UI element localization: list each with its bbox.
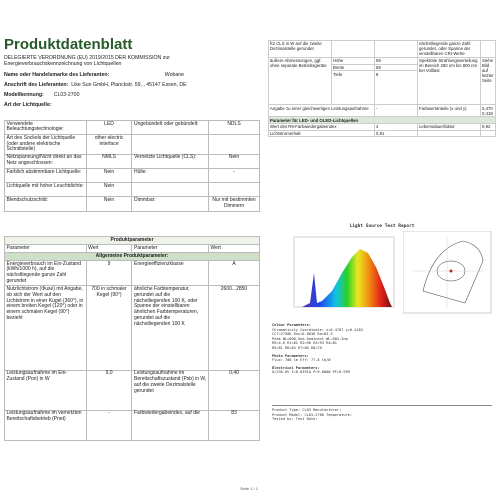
color-header: Colour Parameters: <box>272 323 311 327</box>
param-cell-c: ähnliche Farbtemperatur, gerundet auf die nächstliegenden 100 K, oder Spanne der einstellbaren ähnlichen Farbtemperaturen, gerundet auf die nächstliegenden 100 K <box>132 286 209 370</box>
type-cell-d: - <box>208 168 259 182</box>
photo-header: Photo Parameters: <box>272 353 309 358</box>
type-table <box>4 120 260 212</box>
param-table <box>4 236 260 441</box>
param-cell-a: Leistungsaufnahme im Ein-Zustand (Pon) in W <box>5 370 87 410</box>
type-row <box>5 121 260 135</box>
report-line: U=230.0V I=0.0391A P=9.000W PF=0.999 <box>272 370 350 375</box>
maintenance-value: 0,91 <box>375 130 418 137</box>
param-cell-a: Energieverbrauch im Ein-Zustand (kWh/1000 h), auf die nächstliegende ganze Zahl gerundet <box>5 260 87 285</box>
type-cell-a: Blendschutzschild: <box>5 197 87 211</box>
type-cell-b: Nein <box>86 197 132 211</box>
col-wert-2: Wert <box>208 244 259 252</box>
param-cell-b: 9 <box>86 260 132 285</box>
type-row <box>5 183 260 197</box>
col-param-1: Parameter <box>5 244 87 252</box>
doc-title: Produktdatenblatt <box>4 36 133 53</box>
type-cell-a: Netzspannung/Nicht direkt an das Netz angeschlossen: <box>5 154 87 168</box>
report-line: Flux: 700 lm Eff: 77.8 lm/W <box>272 358 331 363</box>
doc-intro: DELEGIERTE VERORDNUNG (EU) 2019/2015 DER KOMMISSION zur Energieverbrauchskennzeichnung von Lichtquellen <box>4 55 170 68</box>
param-cell-b: - <box>86 410 132 440</box>
depth-value: 8 <box>375 71 418 105</box>
supplier-info <box>4 72 259 108</box>
model-label: Modellkennung: <box>4 92 44 99</box>
r9-label: Wert des R9-Farbwiedergabeindex <box>269 123 375 130</box>
param-row <box>5 260 260 285</box>
param-cell-d: 2600...2850 <box>208 286 259 370</box>
type-cell-d <box>208 135 259 155</box>
type-cell-c: Hülle: <box>132 168 209 182</box>
type-cell-b: other electric interface <box>86 135 132 155</box>
maintenance-label: Lichtstromerhalt <box>269 130 375 137</box>
brand-value: Wobane <box>164 72 184 78</box>
type-cell-a: Verwendete Beleuchtungstechnologie: <box>5 121 87 135</box>
lifetime-label: Lebensdauerfaktor <box>418 123 481 130</box>
page-footer: Seite 1 / 1 <box>240 486 259 491</box>
param-cell-d: 0,40 <box>208 370 259 410</box>
width-label: Breite <box>332 64 375 71</box>
type-row <box>5 197 260 211</box>
param-row <box>5 370 260 410</box>
report-line: CCT=2750K Duv=0.0036 Ra=83.3 <box>272 332 333 337</box>
outer-dimensions-label: äußere Abmessungen, ggf. ohne separate Betriebsgeräte <box>269 57 332 105</box>
param-cell-d: A <box>208 260 259 285</box>
type-cell-d <box>208 183 259 197</box>
r9-value: 4 <box>375 123 418 130</box>
color-params <box>272 323 492 422</box>
model-value: CL03-2700 <box>53 92 80 99</box>
polar-diagram <box>403 231 493 316</box>
type-cell-a: Farblich abstimmbare Lichtquelle: <box>5 168 87 182</box>
height-value: 59 <box>375 57 418 64</box>
param-cell-d: 83 <box>208 410 259 440</box>
test-report <box>268 225 496 475</box>
report-line: R9=4.0 R1=82 R2=90 R3=93 R4=81 <box>272 341 337 346</box>
report-title: Light Source Test Report <box>349 224 415 229</box>
address-label: Anschrift des Lieferanten: <box>4 82 69 89</box>
address-value: Like Sun GmbH, Planckstr. 59, , 45147 Essen, DE <box>71 82 187 89</box>
height-label: Höhe <box>332 57 375 64</box>
type-cell-c: Ungebündelt oder gebündelt: <box>132 121 209 135</box>
right-table <box>268 40 496 137</box>
type-cell-c: Vernetzte Lichtquelle (CLS): <box>132 154 209 168</box>
col-wert-1: Wert <box>86 244 132 252</box>
type-cell-d: NDLS <box>208 121 259 135</box>
lifetime-value: 0,92 <box>481 123 496 130</box>
type-cell-a: Lichtquelle mit hoher Leuchtdichte: <box>5 183 87 197</box>
type-cell-c <box>132 135 209 155</box>
equivalent-value: - <box>375 105 418 117</box>
report-line: Tested by: Test Date: <box>272 417 318 422</box>
type-cell-a: Art des Sockels der Lichtquelle (oder andere elektrische Schnittstelle) <box>5 135 87 155</box>
report-line: Chromaticity Coordinate: x=0.4707 y=0.4183 <box>272 327 363 332</box>
right-r1a: für CLS in W auf die zweite Dezimalstelle gerundet <box>269 41 332 58</box>
elec-header: Electrical Parameters: <box>272 365 320 370</box>
report-line: Peak WL=600.5nm Dominant WL=583.2nm <box>272 336 348 341</box>
type-row <box>5 154 260 168</box>
spectrum-chart <box>288 233 398 313</box>
brand-label: Name oder Handelsmarke des Lieferanten: <box>4 72 110 78</box>
right-r1b: nächstliegende ganze Zahl gerundet, oder Spanne der einstellbaren CRI-Werte <box>418 41 481 58</box>
chromaticity-label: Farbwertanteile (x und y) <box>418 105 481 117</box>
led-header: Parameter für LED- und OLED-Lichtquellen <box>269 117 496 124</box>
param-cell-a: Nutzlichtstrom (Φuse) mit Angabe, ob sich der Wert auf den Lichtstrom in einer Kugel (360°), in einem breiten Kegel (120°) oder in einem schmalen Kegel (90°) bezieht <box>5 286 87 370</box>
report-line: R5=81 R6=84 R7=86 R8=70 <box>272 345 322 350</box>
spectral-value: Siehe Bild auf letzter Seite <box>481 57 496 105</box>
type-row <box>5 168 260 182</box>
col-param-2: Parameter <box>132 244 209 252</box>
param-row <box>5 286 260 370</box>
param-cell-c: Farbwiedergabeindex, auf die <box>132 410 209 440</box>
param-cell-b: 9,0 <box>86 370 132 410</box>
equivalent-label: Angabe zu einer gleichwertigen Leistungsaufnahme <box>269 105 375 117</box>
type-cell-b: LED <box>86 121 132 135</box>
type-cell-b: Nein <box>86 168 132 182</box>
param-cell-c: Energieeffizienzklasse <box>132 260 209 285</box>
depth-label: Tiefe <box>332 71 375 105</box>
type-cell-d: Nur mit bestimmten Dimmern <box>208 197 259 211</box>
type-cell-b: Nein <box>86 183 132 197</box>
type-cell-c: Dimmbar: <box>132 197 209 211</box>
type-row <box>5 135 260 155</box>
param-row <box>5 410 260 440</box>
width-value: 59 <box>375 64 418 71</box>
type-cell-b: NMLS <box>86 154 132 168</box>
param-cell-a: Leistungsaufnahme im vernetzten Bereitschaftsbetrieb (Pnet) <box>5 410 87 440</box>
general-header: Allgemeine Produktparameter: <box>5 252 260 260</box>
type-cell-c <box>132 183 209 197</box>
spectral-label: Spektrale Strahlungsverteilung im Bereich 250 nm bis 800 nm bei Volllast <box>418 57 481 105</box>
param-cell-b: 700 in schmaler Kegel (90°) <box>86 286 132 370</box>
report-line: Product Model: CL03-2700 Temperature: <box>272 412 353 417</box>
param-cell-c: Leistungsaufnahme im Bereitschaftszustand (Psb) in W, auf die zweite Dezimalstelle gerundet <box>132 370 209 410</box>
param-header: Produktparameter <box>5 237 260 245</box>
report-line: Product Type: CL03 Manufacturer: <box>272 407 342 412</box>
chromaticity-y: 0,418 <box>482 110 493 116</box>
chromaticity-x: 0,470 <box>482 105 493 111</box>
art-label: Art der Lichtquelle: <box>4 101 52 108</box>
type-cell-d: Nein <box>208 154 259 168</box>
